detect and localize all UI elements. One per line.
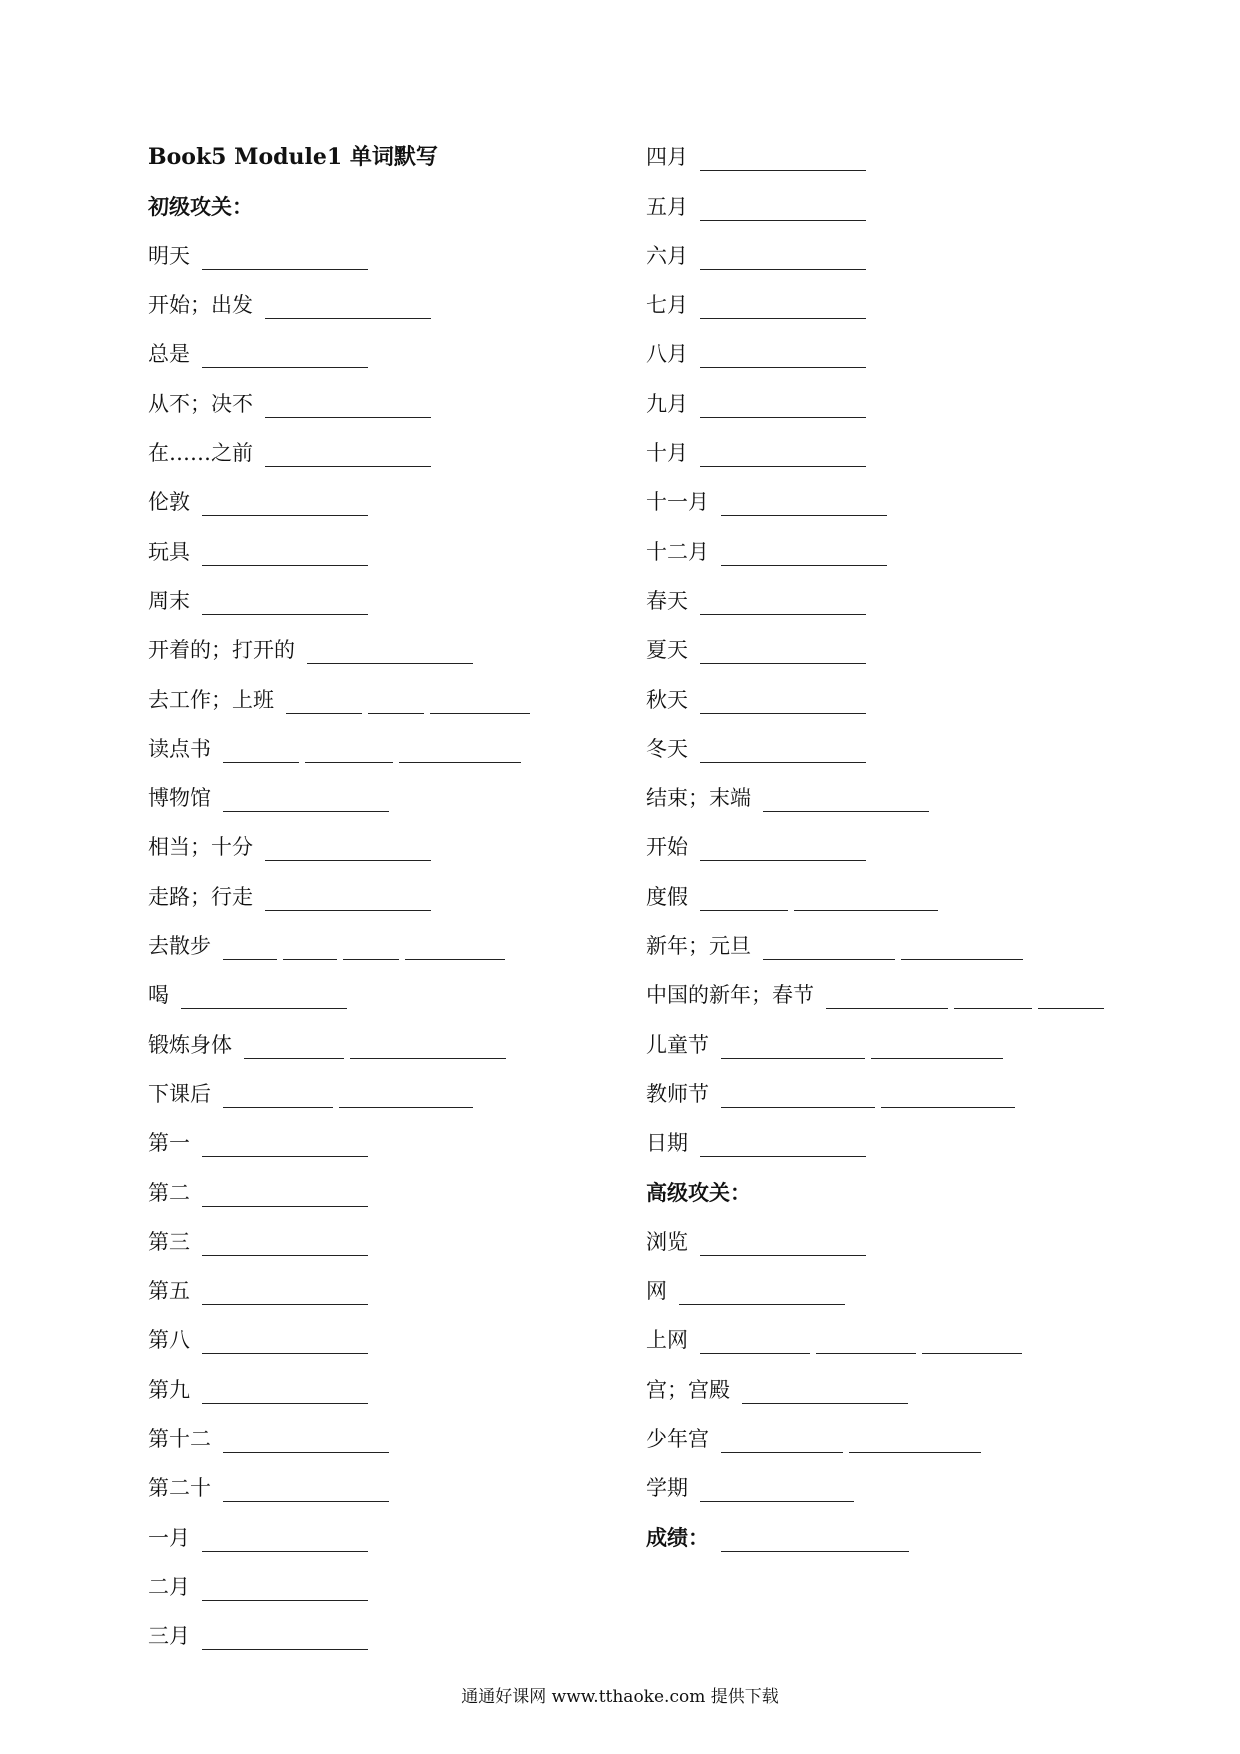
vocab-label: 相当；十分	[148, 835, 253, 860]
answer-blanks	[265, 890, 437, 911]
vocab-label: 初级攻关：	[148, 193, 253, 219]
vocab-label: 开始	[646, 835, 688, 860]
answer-blank-line[interactable]	[700, 200, 866, 221]
answer-blanks	[742, 1383, 914, 1404]
answer-blanks	[721, 495, 893, 516]
vocab-label: 十一月	[646, 490, 709, 515]
vocab-item	[148, 911, 536, 960]
answer-blanks	[202, 1383, 374, 1404]
vocab-item	[646, 861, 1110, 910]
answer-blank-line[interactable]	[202, 1235, 368, 1256]
vocab-item	[148, 960, 536, 1009]
vocab-item	[646, 171, 1110, 220]
vocab-item	[646, 122, 1110, 171]
answer-blanks	[700, 446, 872, 467]
vocab-label: 去工作；上班	[148, 687, 274, 712]
answer-blank-line[interactable]	[202, 1136, 368, 1157]
vocab-item	[148, 1354, 536, 1403]
vocab-label: 锻炼身体	[148, 1032, 232, 1057]
vocab-item	[148, 1108, 536, 1157]
answer-blanks	[700, 1136, 872, 1157]
vocab-item	[148, 1256, 536, 1305]
answer-blanks	[202, 1284, 374, 1305]
answer-blanks	[265, 840, 437, 861]
answer-blanks	[202, 495, 374, 516]
vocab-item	[646, 1207, 1110, 1256]
answer-blank-line[interactable]	[871, 1038, 1003, 1059]
answer-blank-line[interactable]	[816, 1333, 916, 1354]
answer-blanks	[763, 791, 935, 812]
answer-blank-line[interactable]	[721, 545, 887, 566]
answer-blank-line[interactable]	[202, 545, 368, 566]
answer-blanks	[700, 150, 872, 171]
answer-blanks	[202, 1235, 374, 1256]
vocab-item	[646, 319, 1110, 368]
answer-blanks	[700, 693, 872, 714]
vocab-label: 儿童节	[646, 1032, 709, 1057]
answer-blank-line[interactable]	[350, 1038, 506, 1059]
vocab-label: 第九	[148, 1377, 190, 1402]
answer-blank-line[interactable]	[700, 1481, 854, 1502]
vocab-item	[646, 911, 1110, 960]
answer-blanks	[265, 397, 437, 418]
section-heading	[646, 1502, 1110, 1551]
vocab-label: 从不；决不	[148, 391, 253, 416]
answer-blank-line[interactable]	[202, 495, 368, 516]
vocab-label: 十二月	[646, 539, 709, 564]
answer-blanks	[265, 298, 437, 319]
answer-blanks	[721, 1087, 1021, 1108]
title-text: Book5 Module1 单词默写	[148, 144, 438, 171]
answer-blank-line[interactable]	[202, 1186, 368, 1207]
answer-blank-line[interactable]	[700, 1136, 866, 1157]
vocab-item	[646, 467, 1110, 516]
vocab-item	[646, 1059, 1110, 1108]
worksheet-title	[148, 122, 536, 171]
vocab-item	[646, 1354, 1110, 1403]
answer-blank-line[interactable]	[826, 988, 948, 1009]
vocab-item	[148, 1552, 536, 1601]
vocab-label: 博物馆	[148, 786, 211, 811]
vocab-item	[148, 1157, 536, 1206]
answer-blank-line[interactable]	[223, 742, 299, 763]
answer-blanks	[679, 1284, 851, 1305]
vocab-item	[148, 664, 536, 713]
vocab-item	[148, 566, 536, 615]
vocab-item	[148, 1601, 536, 1650]
answer-blank-line[interactable]	[721, 1432, 843, 1453]
vocab-label: 八月	[646, 342, 688, 367]
answer-blanks	[307, 643, 479, 664]
vocab-item	[148, 516, 536, 565]
vocab-item	[148, 418, 536, 467]
answer-blank-line[interactable]	[1038, 988, 1104, 1009]
vocab-label: 少年宫	[646, 1427, 709, 1452]
vocab-item	[148, 1453, 536, 1502]
answer-blanks	[202, 1629, 374, 1650]
answer-blanks	[721, 545, 893, 566]
vocab-item	[148, 1207, 536, 1256]
answer-blank-line[interactable]	[721, 1531, 909, 1552]
vocab-label: 第八	[148, 1328, 190, 1353]
vocab-label: 第三	[148, 1229, 190, 1254]
answer-blank-line[interactable]	[700, 150, 866, 171]
answer-blanks	[223, 742, 527, 763]
vocab-label: 去散步	[148, 934, 211, 959]
answer-blanks	[700, 643, 872, 664]
vocab-label: 日期	[646, 1131, 688, 1156]
vocab-label: 网	[646, 1279, 667, 1304]
answer-blanks	[202, 1333, 374, 1354]
vocab-label: 学期	[646, 1476, 688, 1501]
answer-blanks	[202, 1136, 374, 1157]
vocab-label: 七月	[646, 293, 688, 318]
vocab-label: 五月	[646, 194, 688, 219]
vocab-label: 夏天	[646, 638, 688, 663]
answer-blanks	[700, 594, 872, 615]
answer-blanks	[223, 1087, 479, 1108]
vocab-label: 周末	[148, 588, 190, 613]
answer-blank-line[interactable]	[721, 1087, 875, 1108]
vocab-item	[646, 368, 1110, 417]
vocab-label: 宫；宫殿	[646, 1377, 730, 1402]
answer-blank-line[interactable]	[700, 1333, 810, 1354]
vocab-label: 总是	[148, 342, 190, 367]
answer-blank-line[interactable]	[286, 693, 362, 714]
answer-blank-line[interactable]	[405, 939, 505, 960]
answer-blanks	[721, 1432, 987, 1453]
answer-blanks	[763, 939, 1029, 960]
answer-blank-line[interactable]	[700, 643, 866, 664]
vocab-label: 六月	[646, 243, 688, 268]
answer-blanks	[286, 693, 536, 714]
answer-blank-line[interactable]	[901, 939, 1023, 960]
answer-blank-line[interactable]	[223, 1087, 333, 1108]
answer-blank-line[interactable]	[265, 397, 431, 418]
answer-blank-line[interactable]	[265, 298, 431, 319]
answer-blank-line[interactable]	[265, 446, 431, 467]
vocab-item	[148, 615, 536, 664]
vocab-label: 第一	[148, 1131, 190, 1156]
answer-blank-line[interactable]	[307, 643, 473, 664]
answer-blank-line[interactable]	[202, 249, 368, 270]
answer-blank-line[interactable]	[202, 347, 368, 368]
vocab-item	[646, 1108, 1110, 1157]
vocab-item	[148, 368, 536, 417]
answer-blank-line[interactable]	[700, 446, 866, 467]
answer-blank-line[interactable]	[742, 1383, 908, 1404]
answer-blank-line[interactable]	[954, 988, 1032, 1009]
vocab-item	[646, 664, 1110, 713]
answer-blank-line[interactable]	[700, 890, 788, 911]
answer-blank-line[interactable]	[305, 742, 393, 763]
vocab-label: 开着的；打开的	[148, 638, 295, 663]
answer-blank-line[interactable]	[202, 1531, 368, 1552]
answer-blank-line[interactable]	[700, 1235, 866, 1256]
vocab-label: 中国的新年；春节	[646, 983, 814, 1008]
answer-blanks	[202, 545, 374, 566]
section-heading	[148, 171, 536, 220]
answer-blank-line[interactable]	[202, 1629, 368, 1650]
answer-blanks	[700, 200, 872, 221]
vocab-label: 下课后	[148, 1081, 211, 1106]
page-footer: 通通好课网 www.tthaoke.com 提供下载	[461, 1687, 779, 1707]
answer-blank-line[interactable]	[700, 742, 866, 763]
answer-blanks	[202, 1580, 374, 1601]
vocab-item	[646, 270, 1110, 319]
answer-blank-line[interactable]	[339, 1087, 473, 1108]
answer-blanks	[700, 1481, 860, 1502]
answer-blank-line[interactable]	[223, 939, 277, 960]
answer-blanks	[700, 742, 872, 763]
vocab-item	[646, 221, 1110, 270]
answer-blank-line[interactable]	[763, 939, 895, 960]
answer-blank-line[interactable]	[265, 840, 431, 861]
vocab-item	[148, 1404, 536, 1453]
answer-blank-line[interactable]	[700, 840, 866, 861]
answer-blanks	[700, 249, 872, 270]
answer-blank-line[interactable]	[202, 1580, 368, 1601]
right-column	[646, 122, 1110, 1552]
vocab-label: 走路；行走	[148, 884, 253, 909]
vocab-label: 冬天	[646, 736, 688, 761]
answer-blanks	[700, 1235, 872, 1256]
answer-blanks	[700, 298, 872, 319]
answer-blank-line[interactable]	[922, 1333, 1022, 1354]
vocab-label: 在……之前	[148, 441, 253, 466]
answer-blanks	[223, 1481, 395, 1502]
answer-blank-line[interactable]	[700, 594, 866, 615]
vocab-item	[148, 1059, 536, 1108]
vocab-item	[646, 1256, 1110, 1305]
answer-blank-line[interactable]	[368, 693, 424, 714]
answer-blanks	[700, 1333, 1028, 1354]
vocab-label: 第五	[148, 1279, 190, 1304]
vocab-label: 秋天	[646, 687, 688, 712]
vocab-label: 一月	[148, 1525, 190, 1550]
vocab-label: 结束；末端	[646, 786, 751, 811]
answer-blanks	[700, 397, 872, 418]
answer-blanks	[700, 840, 872, 861]
answer-blanks	[826, 988, 1110, 1009]
vocab-item	[646, 714, 1110, 763]
answer-blank-line[interactable]	[202, 1383, 368, 1404]
vocab-label: 明天	[148, 243, 190, 268]
answer-blanks	[721, 1531, 915, 1552]
vocab-item	[646, 812, 1110, 861]
answer-blank-line[interactable]	[721, 495, 887, 516]
answer-blanks	[202, 249, 374, 270]
vocab-item	[646, 1404, 1110, 1453]
vocab-label: 第二	[148, 1180, 190, 1205]
vocab-label: 读点书	[148, 736, 211, 761]
vocab-label: 伦敦	[148, 490, 190, 515]
answer-blank-line[interactable]	[700, 249, 866, 270]
vocab-item	[148, 1305, 536, 1354]
vocab-label: 十月	[646, 441, 688, 466]
vocab-item	[148, 1009, 536, 1058]
answer-blanks	[721, 1038, 1009, 1059]
answer-blank-line[interactable]	[181, 988, 347, 1009]
vocab-item	[646, 566, 1110, 615]
vocab-label: 春天	[646, 588, 688, 613]
vocab-label: 教师节	[646, 1081, 709, 1106]
vocab-item	[148, 714, 536, 763]
vocab-item	[646, 418, 1110, 467]
answer-blank-line[interactable]	[430, 693, 530, 714]
answer-blanks	[244, 1038, 512, 1059]
left-column	[148, 122, 536, 1650]
vocab-label: 浏览	[646, 1229, 688, 1254]
answer-blanks	[181, 988, 353, 1009]
answer-blanks	[265, 446, 437, 467]
vocab-label: 喝	[148, 983, 169, 1008]
answer-blank-line[interactable]	[265, 890, 431, 911]
answer-blank-line[interactable]	[283, 939, 337, 960]
vocab-label: 第二十	[148, 1476, 211, 1501]
answer-blank-line[interactable]	[223, 1481, 389, 1502]
vocab-label: 九月	[646, 391, 688, 416]
answer-blanks	[202, 1186, 374, 1207]
vocab-item	[148, 221, 536, 270]
vocab-item	[148, 1502, 536, 1551]
vocab-item	[148, 467, 536, 516]
answer-blank-line[interactable]	[202, 1284, 368, 1305]
vocab-label: 二月	[148, 1574, 190, 1599]
vocab-label: 新年；元旦	[646, 934, 751, 959]
vocab-label: 度假	[646, 884, 688, 909]
vocab-item	[148, 861, 536, 910]
vocab-label: 玩具	[148, 539, 190, 564]
answer-blank-line[interactable]	[700, 693, 866, 714]
vocab-label: 第十二	[148, 1427, 211, 1452]
answer-blank-line[interactable]	[202, 1333, 368, 1354]
vocab-label: 成绩：	[646, 1524, 709, 1550]
answer-blanks	[202, 594, 374, 615]
answer-blank-line[interactable]	[763, 791, 929, 812]
answer-blank-line[interactable]	[343, 939, 399, 960]
vocab-item	[148, 763, 536, 812]
answer-blank-line[interactable]	[794, 890, 938, 911]
answer-blank-line[interactable]	[700, 298, 866, 319]
answer-blanks	[223, 791, 395, 812]
answer-blanks	[700, 347, 872, 368]
answer-blanks	[202, 1531, 374, 1552]
vocab-item	[646, 516, 1110, 565]
vocab-item	[646, 615, 1110, 664]
vocab-item	[646, 960, 1110, 1009]
answer-blanks	[700, 890, 944, 911]
answer-blanks	[223, 1432, 395, 1453]
answer-blank-line[interactable]	[700, 347, 866, 368]
vocab-item	[148, 812, 536, 861]
vocab-item	[646, 1305, 1110, 1354]
answer-blank-line[interactable]	[223, 1432, 389, 1453]
vocab-item	[148, 270, 536, 319]
answer-blank-line[interactable]	[679, 1284, 845, 1305]
answer-blank-line[interactable]	[399, 742, 521, 763]
answer-blank-line[interactable]	[223, 791, 389, 812]
vocab-item	[148, 319, 536, 368]
vocab-label: 三月	[148, 1624, 190, 1649]
vocab-item	[646, 1009, 1110, 1058]
answer-blank-line[interactable]	[721, 1038, 865, 1059]
answer-blank-line[interactable]	[700, 397, 866, 418]
vocab-label: 四月	[646, 145, 688, 170]
answer-blank-line[interactable]	[849, 1432, 981, 1453]
answer-blank-line[interactable]	[244, 1038, 344, 1059]
vocab-label: 上网	[646, 1328, 688, 1353]
answer-blank-line[interactable]	[202, 594, 368, 615]
vocab-item	[646, 1453, 1110, 1502]
answer-blanks	[202, 347, 374, 368]
vocab-label: 开始；出发	[148, 293, 253, 318]
answer-blank-line[interactable]	[881, 1087, 1015, 1108]
section-heading	[646, 1157, 1110, 1206]
vocab-label: 高级攻关：	[646, 1179, 751, 1205]
vocab-item	[646, 763, 1110, 812]
answer-blanks	[223, 939, 511, 960]
